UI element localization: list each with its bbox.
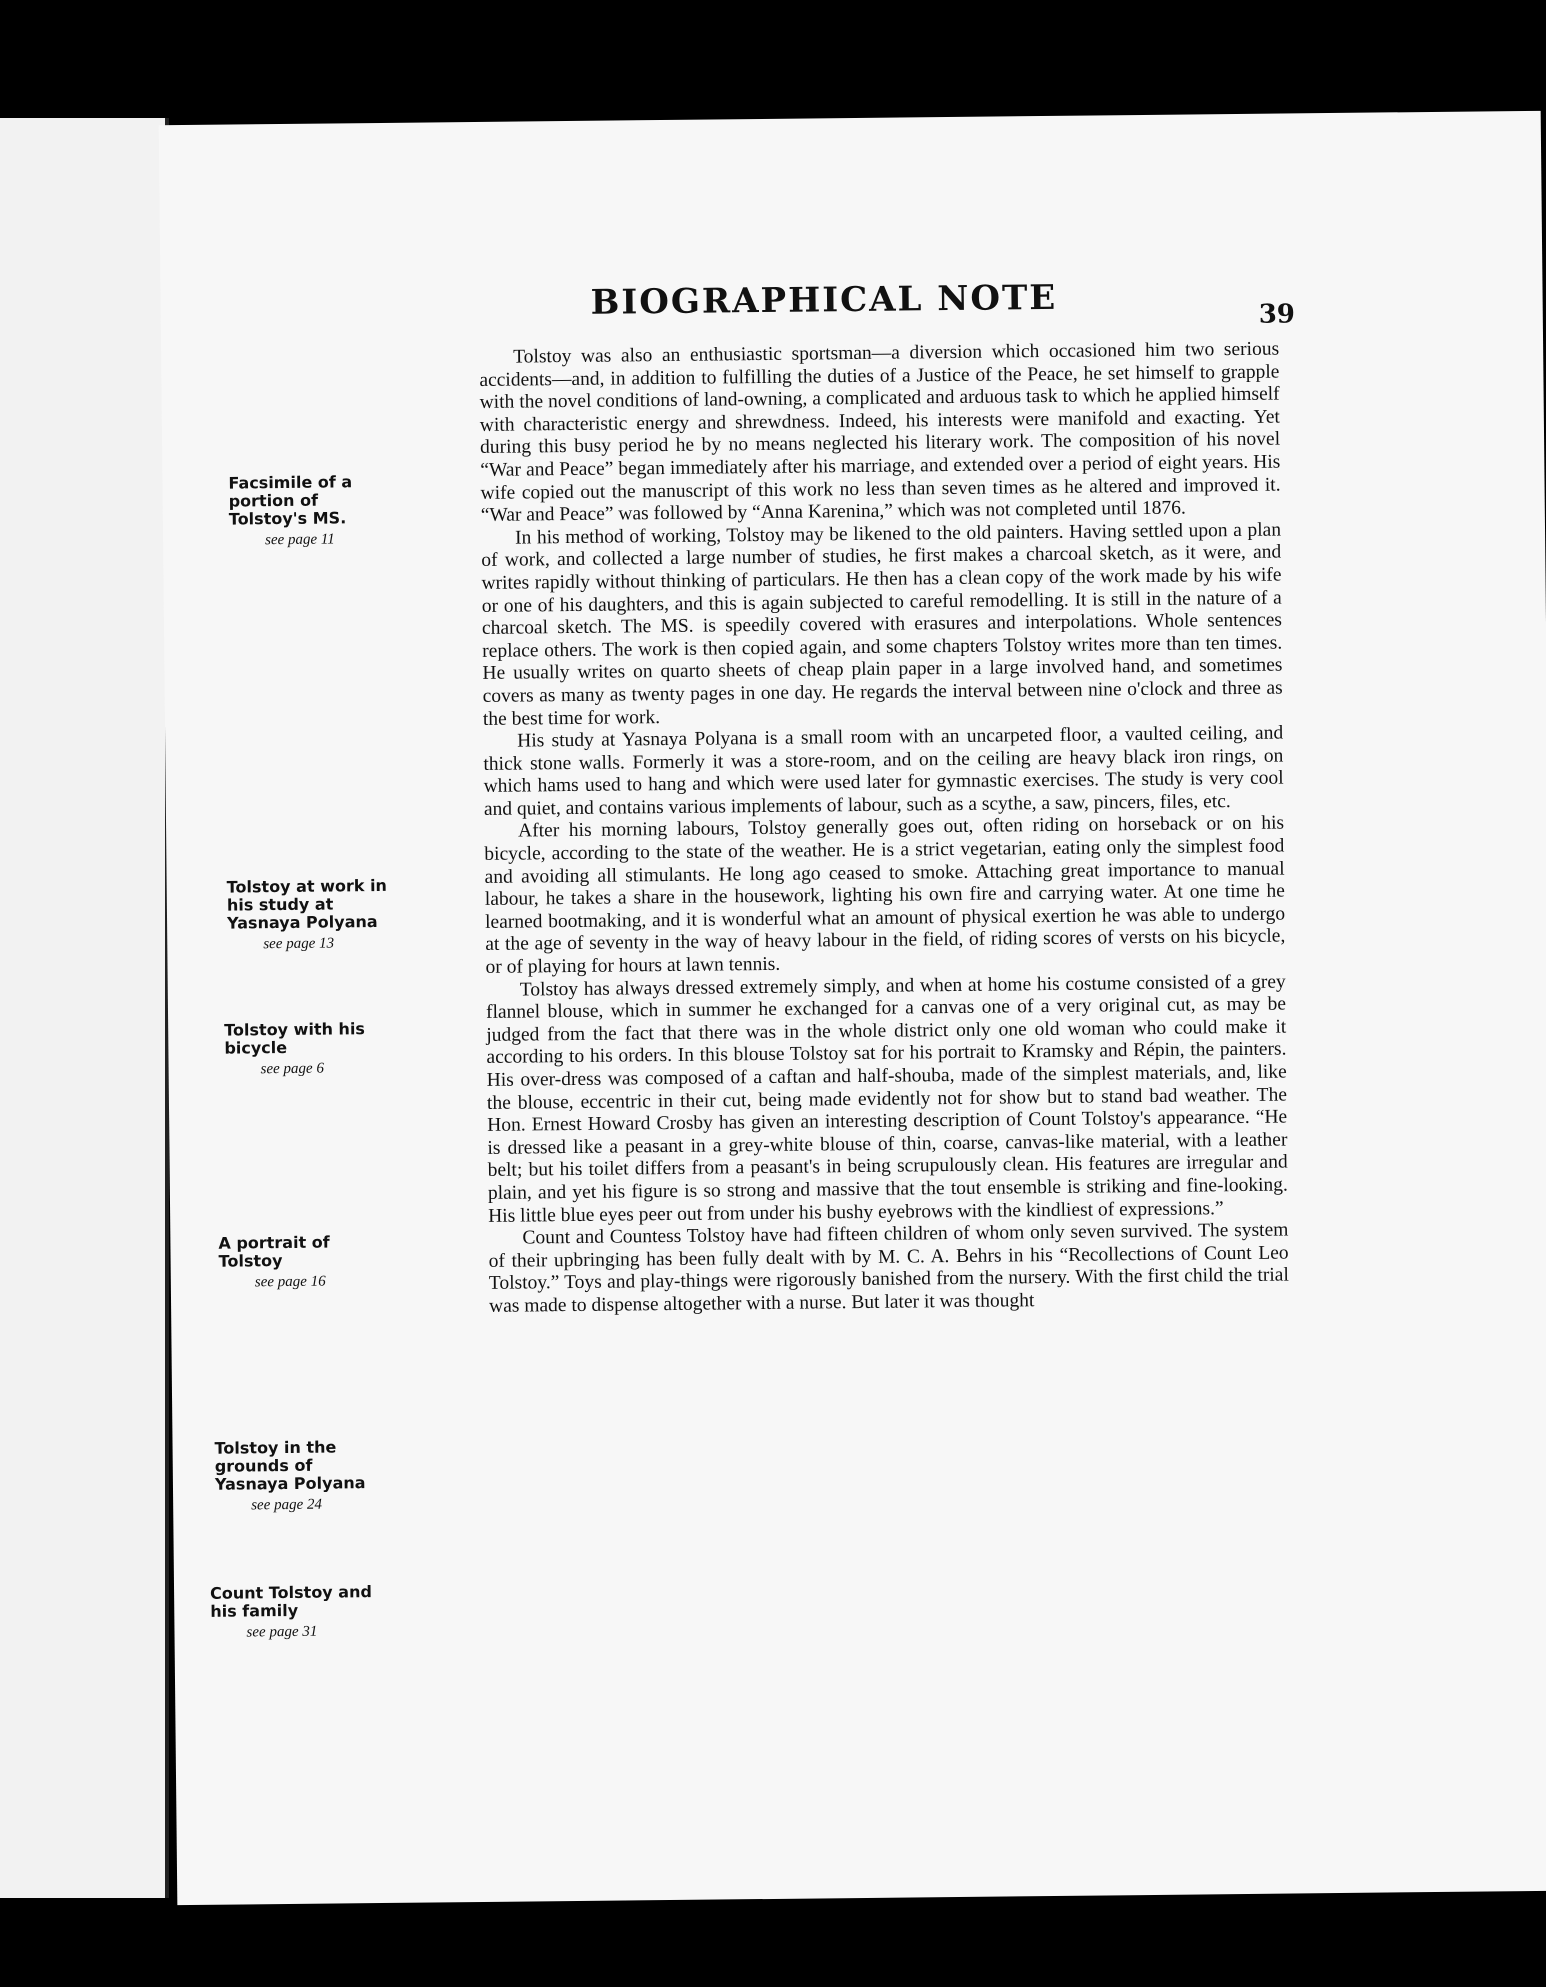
margin-note: [224, 1020, 395, 1079]
paragraph: His study at Yasnaya Polyana is a small room with an uncarpeted floor, a vaulted ceiling, and thick stone walls. Formerly it was a store-room, and on the ceiling are heavy black iron rings, on which hams used to hang and which were used later for gymnastic exercises. The study is very cool and quiet, and contains various implements of labour, such as a scythe, a saw, pincers, files, etc.: [483, 722, 1284, 820]
margin-note-ref: see page 11: [264, 531, 335, 549]
margin-note-label: Tolstoy at work in his study at Yasnaya Polyana: [226, 875, 387, 933]
paragraph: Tolstoy was also an enthusiastic sportsman—a diversion which occasioned him two serious accidents—and, in addition to fulfilling the duties of a Justice of the Peace, he set himself to grapple with the novel conditions of land-owning, a complicated and arduous task to which he applied himself with characteristic energy and shrewdness. Indeed, his interests were manifold and exacting. Yet during this busy period he by no means neglected his literary work. The composition of his novel “War and Peace” began immediately after his marriage, and extended over a period of eight years. His wife copied out the manuscript of this work no less than seven times as he altered and improved it. “War and Peace” was followed by “Anna Karenina,” which was not completed until 1876.: [479, 338, 1281, 527]
margin-note: [218, 1233, 389, 1292]
margin-note-ref: see page 16: [254, 1273, 326, 1291]
margin-note-label: Tolstoy with his bicycle: [224, 1019, 365, 1058]
margin-note-label: Count Tolstoy and his family: [209, 1582, 372, 1621]
book-page: [159, 111, 1546, 1905]
margin-note-label: A portrait of Tolstoy: [218, 1232, 330, 1271]
page-number: 39: [1258, 299, 1296, 330]
margin-note-ref: see page 6: [260, 1060, 325, 1078]
paragraph: In his method of working, Tolstoy may be likened to the old painters. Having settled upon a plan of work, and collected a large number of studies, he first makes a charcoal sketch, as it were, and writes rapidly without thinking of particulars. He then has a clean copy of the work made by his wife or one of his daughters, and this is again subjected to careful remodelling. It is still in the nature of a charcoal sketch. The MS. is speedily covered with erasures and interpolations. Whole sentences replace others. The work is then copied again, and some chapters Tolstoy writes more than ten times. He usually writes on quarto sheets of cheap plain paper in a large involved hand, and sometimes covers as many as twenty pages in one day. He regards the interval between nine o'clock and three as the best time for work.: [481, 519, 1283, 730]
margin-note-ref: see page 13: [263, 935, 335, 953]
margin-note: [210, 1583, 381, 1642]
margin-note: [214, 1438, 385, 1515]
paragraph: After his morning labours, Tolstoy generally goes out, often riding on horseback or on his bicycle, according to the state of the weather. He is a strict vegetarian, eating only the simplest food and avoiding all stimulants. He long ago ceased to smoke. Attaching great importance to manual labour, he takes a share in the housework, lighting his own fire and carrying water. At one time he learned bootmaking, and it is wonderful what an amount of physical exertion he was able to undergo at the age of seventy in the way of heavy labour in the field, of riding scores of versts on his bicycle, or of playing for hours at lawn tennis.: [484, 813, 1286, 978]
facing-page-edge: [0, 118, 169, 1898]
margin-note: [228, 473, 399, 550]
margin-note-ref: see page 24: [251, 1496, 323, 1514]
margin-note-ref: see page 31: [246, 1623, 318, 1641]
margin-note-label: Tolstoy in the grounds of Yasnaya Polyana: [214, 1437, 366, 1494]
running-head: BIOGRAPHICAL NOTE: [590, 277, 1058, 323]
margin-note: [227, 877, 398, 954]
paragraph: Tolstoy has always dressed extremely simply, and when at home his costume consisted of a grey flannel blouse, which in summer he exchanged for a canvas one of a very original cut, as may be judged from the fact that there was in the whole district only one old woman who could make it according to his orders. In this blouse Tolstoy sat for his portrait to Kramsky and Répin, the painters. His over-dress was composed of a caftan and half-shouba, made of the simplest materials, and, like the blouse, eccentric in their cut, being made evidently not for show but to stand bad weather. The Hon. Ernest Howard Crosby has given an interesting description of Count Tolstoy's appearance. “He is dressed like a peasant in a grey-white blouse of thin, coarse, canvas-like material, with a leather belt; but his toilet differs from a peasant's in being scrupulously clean. His features are irregular and plain, and yet his figure is so strong and massive that the tout ensemble is striking and fine-looking. His little blue eyes peer out from under his bushy eyebrows with the kindliest of expressions.”: [485, 971, 1288, 1227]
margin-note-label: Facsimile of a portion of Tolstoy's MS.: [228, 472, 353, 529]
paragraph: Count and Countess Tolstoy have had fifteen children of whom only seven survived. The system of their upbringing has been fully dealt with by M. C. A. Behrs in his “Recollections of Count Leo Tolstoy.” Toys and play-things were rigorously banished from the nursery. With the first child the trial was made to dispense altogether with a nurse. But later it was thought: [488, 1219, 1289, 1317]
body-text: [479, 339, 1289, 1319]
